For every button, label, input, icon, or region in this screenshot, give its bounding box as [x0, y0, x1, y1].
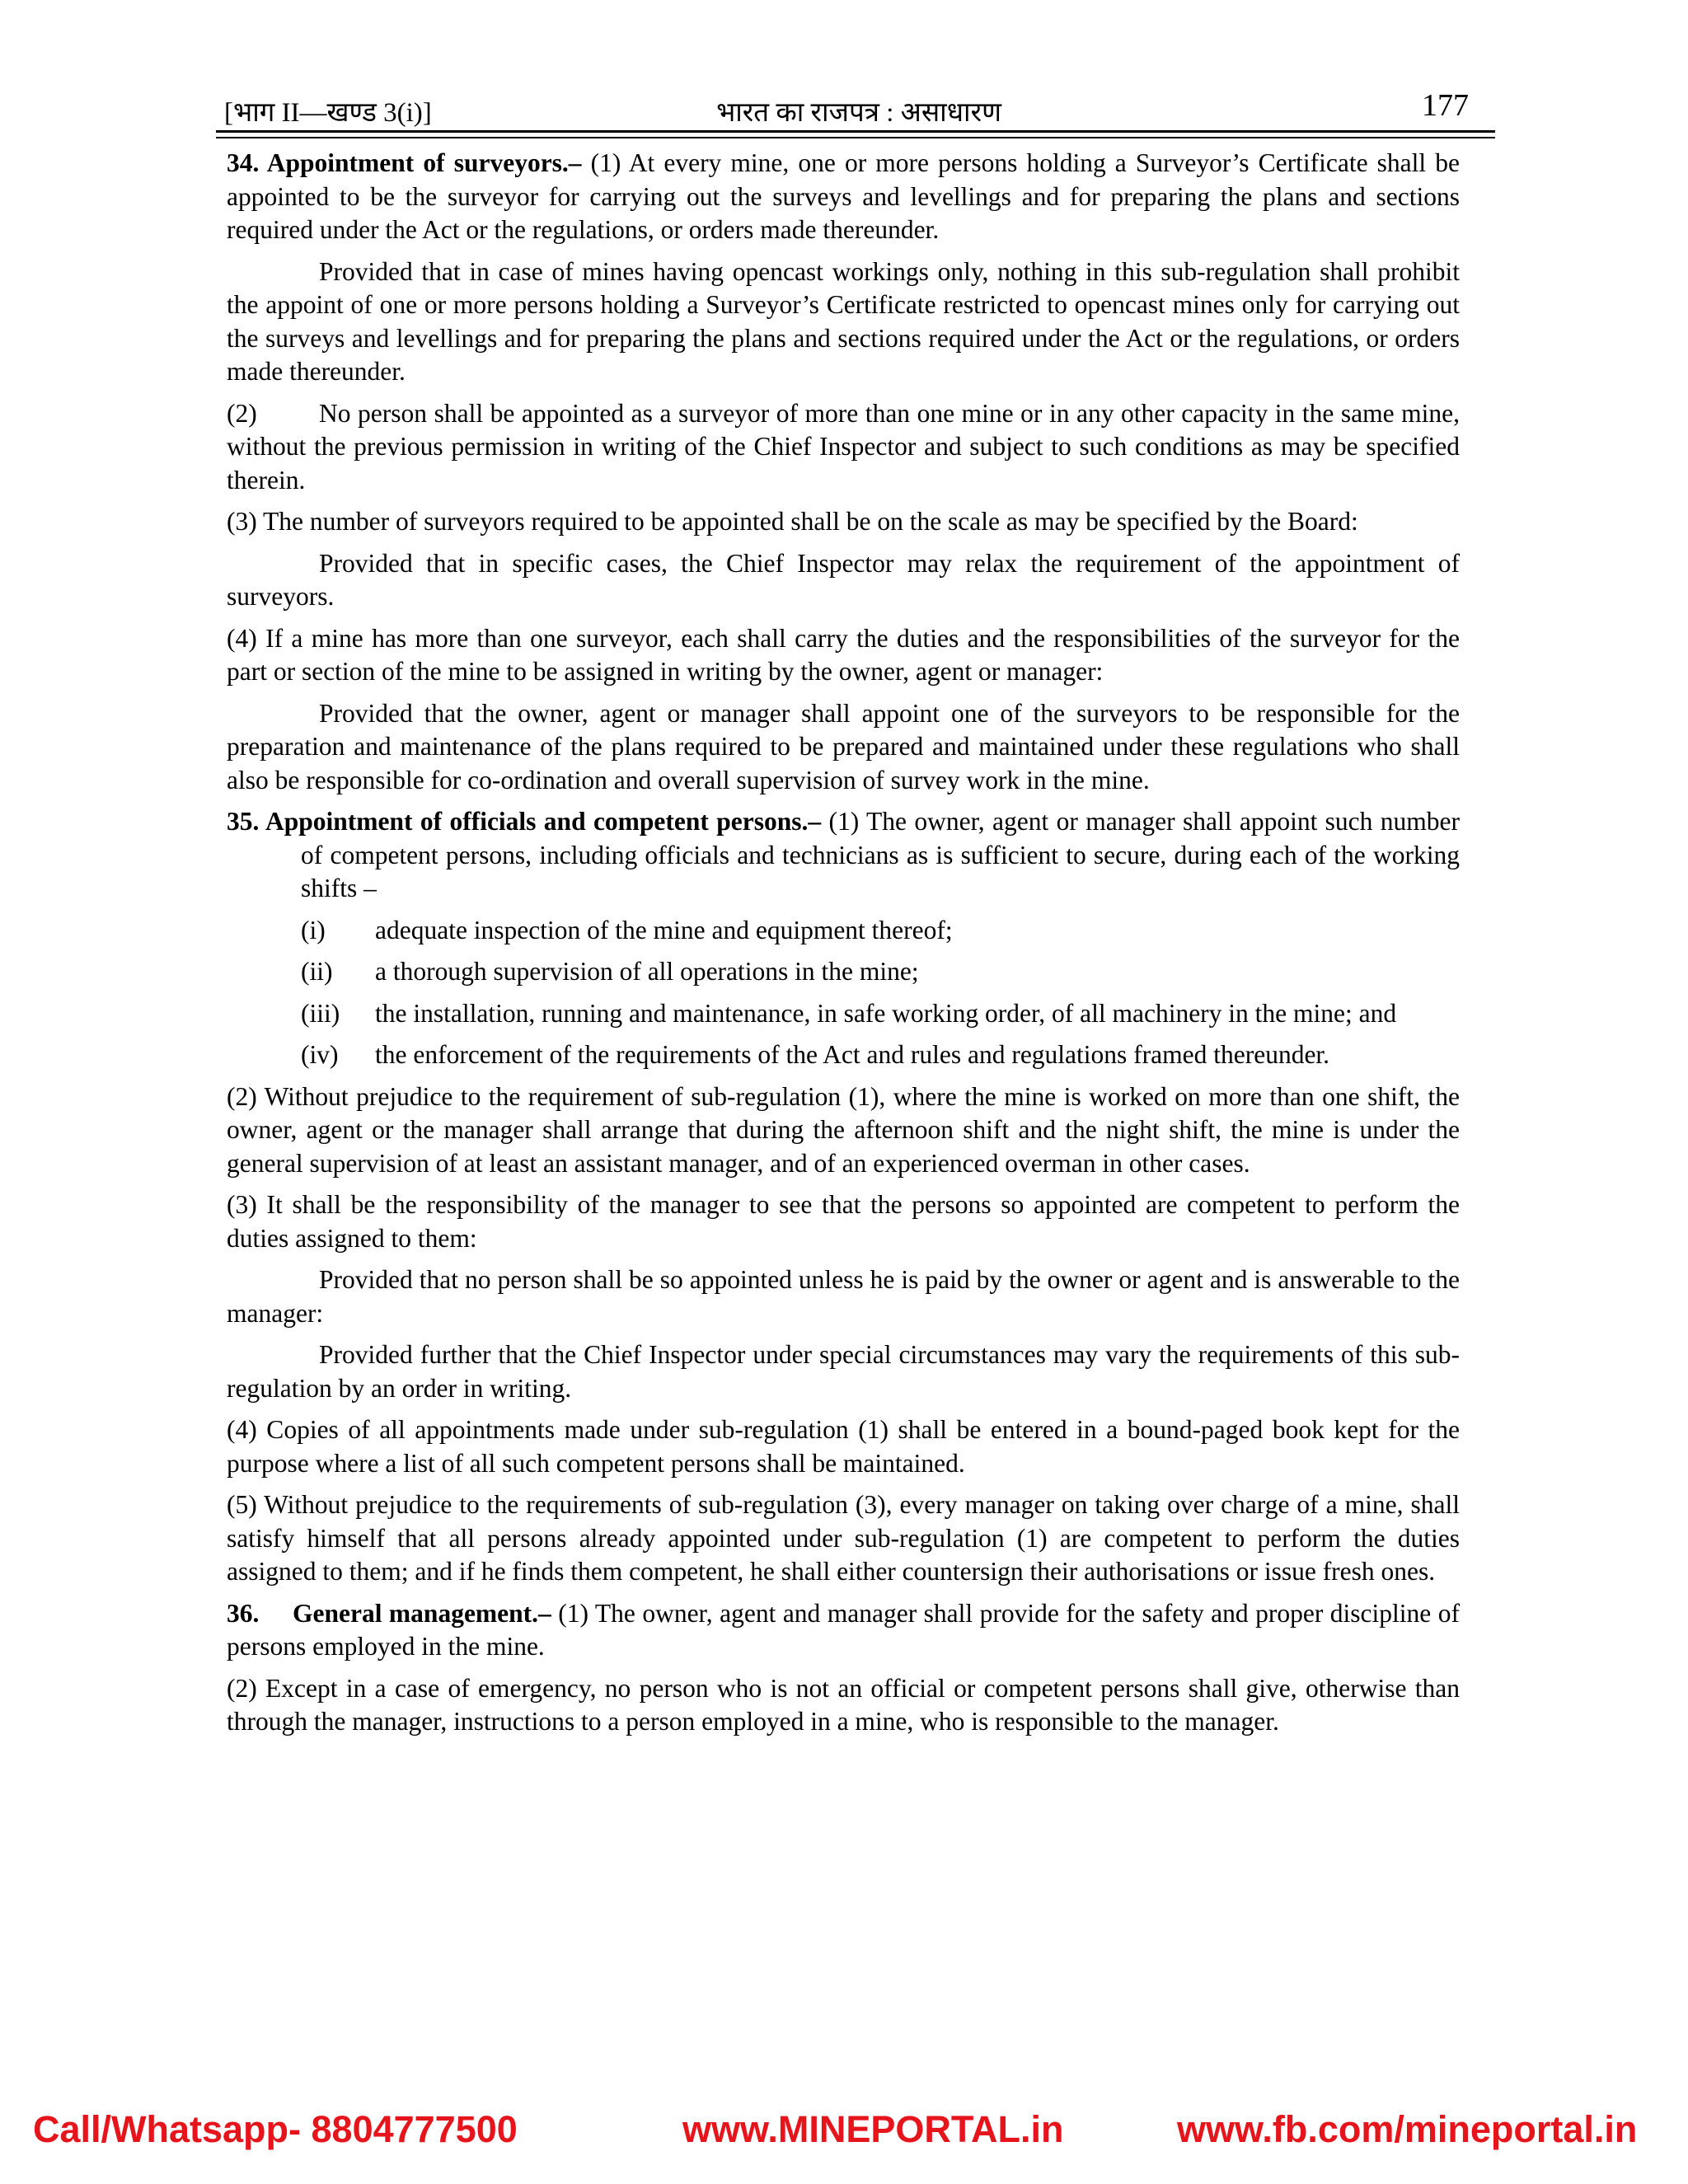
s35-item: [227, 1038, 1460, 1072]
s35-item-num: (iv): [301, 1040, 339, 1069]
website-link[interactable]: www.MINEPORTAL.in: [682, 2108, 1064, 2150]
s34-para-4: (4) If a mine has more than one surveyor, each shall carry the duties and the responsibilities of the surveyor for the part or section of the mine to be assigned in writing by the owner, agent or manager:: [227, 623, 1460, 686]
s34-heading: 34. Appointment of surveyors.–: [227, 148, 582, 177]
s36-para-2: (2) Except in a case of emergency, no person who is not an official or competent persons shall give, otherwise than through the manager, instructions to a person employed in a mine, who is responsible to the manager.: [227, 1673, 1460, 1736]
contact-phone-link[interactable]: Call/Whatsapp- 8804777500: [33, 2108, 518, 2150]
s35-item-num: (i): [301, 915, 326, 944]
s35-para-3: (3) It shall be the responsibility of the manager to see that the persons so appointed are competent to perform the duties assigned to them:: [227, 1190, 1460, 1253]
header-rule-thick: [216, 130, 1495, 133]
s36-number: 36.: [227, 1598, 260, 1628]
facebook-link[interactable]: www.fb.com/mineportal.in: [1177, 2108, 1638, 2150]
promo-footer: [0, 2108, 1688, 2166]
header-gazette-title: भारत का राजपत्र : असाधारण: [716, 98, 1001, 128]
s35-para-2: (2) Without prejudice to the requirement of sub-regulation (1), where the mine is worked on more than one shift, the owner, agent or the manager shall arrange that during the afternoon shift and the night shift, the mine is under the general supervision of at least an assistant manager, and of an experienced overman in other cases.: [227, 1081, 1460, 1178]
s35-item-text: a thorough supervision of all operations in the mine;: [375, 957, 919, 986]
s35-para-1: [227, 805, 1460, 906]
s36-heading: General management.–: [293, 1598, 551, 1628]
s34-p2-num: (2): [227, 398, 257, 428]
s35-para-5: (5) Without prejudice to the requirements of sub-regulation (3), every manager on taking over charge of a mine, shall satisfy himself that all persons already appointed under sub-regulation (1) are competent to perform the duties assigned to them; and if he finds them competent, he shall either countersign their authorisations or issue fresh ones.: [227, 1490, 1460, 1586]
s35-item-num: (ii): [301, 957, 333, 986]
s35-item: [227, 914, 1460, 948]
s35-item-num: (iii): [301, 998, 340, 1028]
s35-item-text: adequate inspection of the mine and equipment thereof;: [375, 915, 953, 944]
s34-para-3: (3) The number of surveyors required to be appointed shall be on the scale as may be specified by the Board:: [227, 507, 1358, 536]
s34-p2-text: No person shall be appointed as a surveyor of more than one mine or in any other capacity in the same mine, without the previous permission in writing of the Chief Inspector and subject to such conditions as may be specified therein.: [227, 398, 1460, 494]
header-part-section: [भाग II—खण्ड 3(i)]: [224, 98, 432, 128]
s35-heading: 35. Appointment of officials and competent persons.–: [227, 807, 822, 836]
regulation-body: [227, 147, 1460, 1747]
s35-item: [227, 955, 1460, 989]
s36-p1-text: (1) The owner, agent and manager shall provide for the safety and proper discipline of persons employed in the mine.: [227, 1598, 1460, 1661]
s35-proviso-3b: Provided further that the Chief Inspector under special circumstances may vary the requirements of this sub-regulation by an order in writing.: [227, 1340, 1460, 1403]
s35-item-text: the enforcement of the requirements of the Act and rules and regulations framed thereunder.: [375, 1040, 1330, 1069]
s34-proviso-4: Provided that the owner, agent or manager shall appoint one of the surveyors to be responsible for the preparation and maintenance of the plans required to be prepared and maintained under these regulations who shall also be responsible for co-ordination and overall supervision of survey work in the mine.: [227, 698, 1460, 794]
s35-proviso-3a: Provided that no person shall be so appointed unless he is paid by the owner or agent and is answerable to the manager:: [227, 1265, 1460, 1328]
s35-item-text: the installation, running and maintenance, in safe working order, of all machinery in the mine; and: [375, 998, 1397, 1028]
page-header: [224, 88, 1493, 130]
s35-p1-text: (1) The owner, agent or manager shall appoint such number of competent persons, including officials and technicians as is sufficient to secure, during each of the working shifts –: [301, 807, 1460, 902]
page-number: 177: [1422, 88, 1469, 123]
s34-proviso-3: Provided that in specific cases, the Chief Inspector may relax the requirement of the appointment of surveyors.: [227, 548, 1460, 611]
s34-para-2: [227, 397, 1460, 498]
s34-proviso-1: Provided that in case of mines having opencast workings only, nothing in this sub-regulation shall prohibit the appoint of one or more persons holding a Surveyor’s Certificate restricted to opencast mines only for carrying out the surveys and levellings and for preparing the plans and sections required under the Act or the regulations, or orders made thereunder.: [227, 256, 1460, 386]
header-rule-thin: [216, 137, 1495, 138]
s35-para-4: (4) Copies of all appointments made under sub-regulation (1) shall be entered in a bound-paged book kept for the purpose where a list of all such competent persons shall be maintained.: [227, 1415, 1460, 1478]
s35-item: [227, 997, 1460, 1031]
s34-p1-text: (1) At every mine, one or more persons holding a Surveyor’s Certificate shall be appointed to be the surveyor for carrying out the surveys and levellings and for preparing the plans and sections required under the Act or the regulations, or orders made thereunder.: [227, 148, 1460, 244]
s34-para-1: [227, 147, 1460, 247]
s36-para-1: [227, 1597, 1460, 1664]
